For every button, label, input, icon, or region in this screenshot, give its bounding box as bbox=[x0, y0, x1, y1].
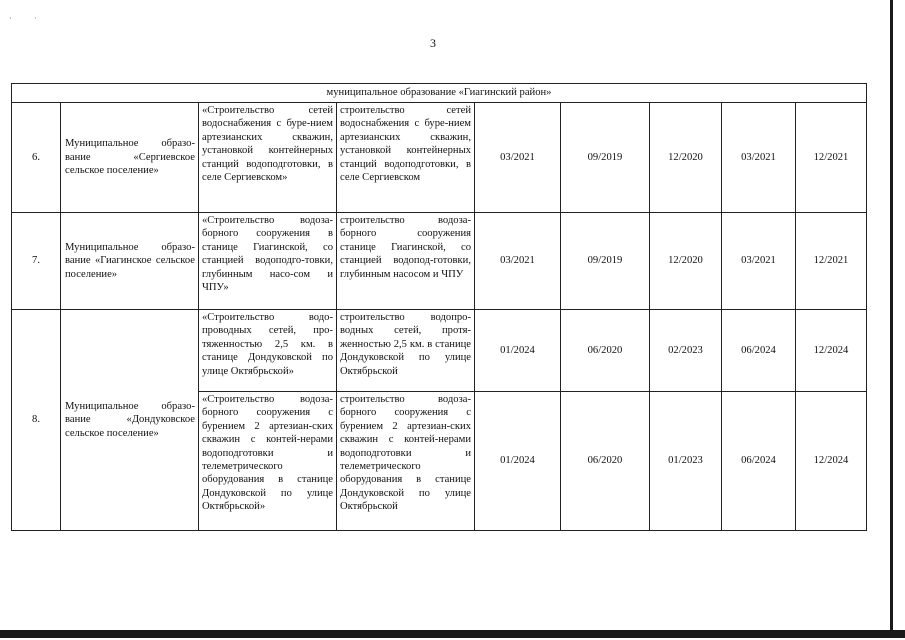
date-cell: 06/2024 bbox=[722, 310, 796, 392]
date-cell: 09/2019 bbox=[561, 213, 650, 310]
scan-speck: · bbox=[34, 14, 37, 23]
date-cell: 03/2021 bbox=[475, 103, 561, 213]
row-number: 8. bbox=[12, 310, 61, 531]
table-row bbox=[12, 103, 867, 213]
date-cell: 12/2020 bbox=[650, 103, 722, 213]
date-cell: 09/2019 bbox=[561, 103, 650, 213]
date-cell: 06/2020 bbox=[561, 392, 650, 531]
date-cell: 12/2024 bbox=[796, 392, 867, 531]
date-cell: 02/2023 bbox=[650, 310, 722, 392]
date-cell: 12/2024 bbox=[796, 310, 867, 392]
object-name-cell: «Строительство водо-проводных сетей, про-тяженностью 2,5 км. в станице Дондуковской по улице Октябрьской» bbox=[199, 310, 337, 392]
municipality-cell: Муниципальное образо-вание «Сергиевское сельское поселение» bbox=[61, 103, 199, 213]
date-cell: 12/2021 bbox=[796, 213, 867, 310]
data-table bbox=[11, 83, 867, 531]
object-name-cell: «Строительство водоза-борного сооружения в станице Гиагинской, со станцией водоподго-товки, глубинным насо-сом и ЧПУ» bbox=[199, 213, 337, 310]
table-row bbox=[12, 310, 867, 392]
object-name-cell: «Строительство водоза-борного сооружения с бурением 2 артезиан-ских скважин с контей-нерами водоподготовки и телеметрического оборудования в станице Дондуковской по улице Октябрьской» bbox=[199, 392, 337, 531]
scan-speck: · bbox=[9, 14, 12, 23]
row-number: 6. bbox=[12, 103, 61, 213]
date-cell: 12/2021 bbox=[796, 103, 867, 213]
page-edge-right bbox=[890, 0, 893, 632]
row-number: 7. bbox=[12, 213, 61, 310]
date-cell: 03/2021 bbox=[722, 103, 796, 213]
date-cell: 03/2021 bbox=[475, 213, 561, 310]
work-description-cell: строительство сетей водоснабжения с буре-нием артезианских скважин, установкой контейнерных станций водоподготовки, в селе Сергиевском bbox=[337, 103, 475, 213]
table-row bbox=[12, 213, 867, 310]
date-cell: 06/2024 bbox=[722, 392, 796, 531]
municipality-cell: Муниципальное образо-вание «Гиагинское сельское поселение» bbox=[61, 213, 199, 310]
object-name-cell: «Строительство сетей водоснабжения с буре-нием артезианских скважин, установкой контейнерных станций водоподготовки, в селе Сергиевском» bbox=[199, 103, 337, 213]
date-cell: 01/2024 bbox=[475, 310, 561, 392]
page-edge-bottom bbox=[0, 630, 905, 638]
work-description-cell: строительство водопро-водных сетей, протя-женностью 2,5 км. в станице Дондуковской по улице Октябрьской bbox=[337, 310, 475, 392]
municipality-cell: Муниципальное образо-вание «Дондуковское сельское поселение» bbox=[61, 310, 199, 531]
section-header-row bbox=[12, 84, 867, 103]
date-cell: 03/2021 bbox=[722, 213, 796, 310]
date-cell: 01/2024 bbox=[475, 392, 561, 531]
section-header: муниципальное образование «Гиагинский район» bbox=[12, 84, 867, 103]
date-cell: 01/2023 bbox=[650, 392, 722, 531]
work-description-cell: строительство водоза-борного сооружения с бурением 2 артезиан-ских скважин с контей-нерами водоподготовки и телеметрического оборудования в станице Дондуковской по улице Октябрьской bbox=[337, 392, 475, 531]
date-cell: 06/2020 bbox=[561, 310, 650, 392]
page-number: 3 bbox=[430, 36, 436, 50]
work-description-cell: строительство водоза-борного сооружения станице Гиагинской, со станцией водопод-готовки, глубинным насосом и ЧПУ bbox=[337, 213, 475, 310]
date-cell: 12/2020 bbox=[650, 213, 722, 310]
